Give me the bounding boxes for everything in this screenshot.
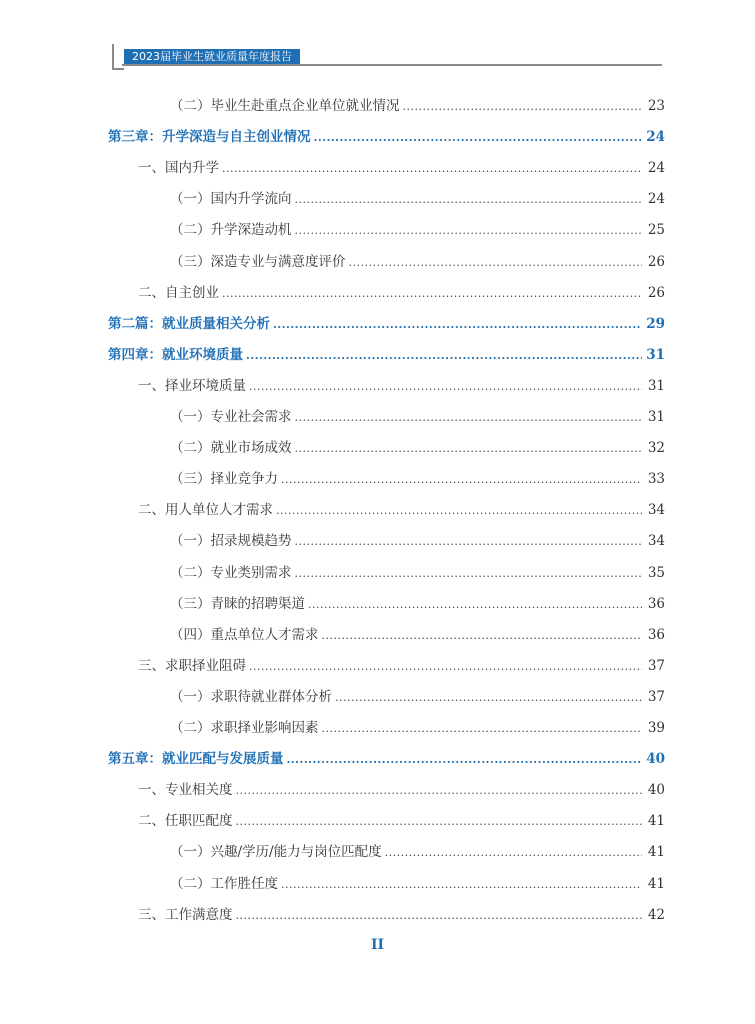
toc-dot-leader (249, 380, 642, 393)
toc-dot-leader (276, 504, 642, 517)
toc-dot-leader (236, 784, 643, 797)
toc-subsection-entry[interactable] (170, 405, 665, 425)
toc-entry-page: 37 (647, 688, 665, 705)
toc-dot-leader (295, 567, 643, 580)
toc-subsection-entry[interactable] (170, 218, 665, 238)
toc-entry-label: 第五章：就业匹配与发展质量 (108, 751, 284, 768)
toc-dot-leader (295, 193, 643, 206)
toc-dot-leader (308, 598, 642, 611)
header-bracket (112, 44, 124, 70)
toc-entry-label: 第四章：就业环境质量 (108, 346, 243, 363)
toc-dot-leader (236, 815, 643, 828)
toc-dot-leader (236, 909, 643, 922)
toc-dot-leader (281, 878, 642, 891)
toc-subsection-entry[interactable] (170, 840, 665, 860)
toc-entry-page: 36 (647, 595, 665, 612)
toc-dot-leader (222, 287, 642, 300)
toc-entry-label: 第三章：升学深造与自主创业情况 (108, 129, 311, 146)
toc-section-entry[interactable] (138, 654, 665, 674)
toc-entry-label: （三）深造专业与满意度评价 (170, 253, 346, 270)
toc-section-entry[interactable] (138, 809, 665, 829)
toc-entry-label: （四）重点单位人才需求 (170, 626, 319, 643)
toc-entry-label: （二）毕业生赴重点企业单位就业情况 (170, 98, 400, 114)
toc-entry-page: 37 (647, 657, 665, 674)
toc-entry-page: 41 (647, 875, 665, 892)
toc-dot-leader (295, 442, 643, 455)
toc-entry-label: 一、国内升学 (138, 160, 219, 177)
toc-entry-label: （二）工作胜任度 (170, 875, 278, 892)
toc-section-entry[interactable] (138, 281, 665, 301)
toc-subsection-entry[interactable] (170, 623, 665, 643)
toc-entry-page: 24 (646, 129, 665, 146)
toc-entry-page: 31 (647, 409, 665, 425)
toc-entry-label: 二、任职匹配度 (138, 813, 233, 830)
toc-entry-page: 33 (647, 471, 665, 488)
toc-entry-page: 34 (647, 502, 665, 519)
toc-entry-label: 一、专业相关度 (138, 782, 233, 799)
toc-dot-leader (349, 256, 643, 269)
toc-entry-page: 24 (647, 191, 665, 208)
toc-entry-label: 二、自主创业 (138, 284, 219, 301)
toc-dot-leader (322, 629, 643, 642)
toc-entry-label: 一、择业环境质量 (138, 377, 246, 394)
page-number: II (370, 937, 385, 953)
toc-entry-label: （一）国内升学流向 (170, 191, 292, 208)
toc-entry-page: 41 (647, 813, 665, 830)
toc-subsection-entry[interactable] (170, 872, 665, 892)
toc-section-entry[interactable] (138, 498, 665, 518)
toc-entry-page: 29 (646, 315, 665, 332)
toc-dot-leader (222, 162, 642, 175)
toc-entry-page: 31 (646, 346, 665, 363)
toc-entry-label: 三、求职择业阻碍 (138, 657, 246, 674)
toc-entry-label: （二）求职择业影响因素 (170, 720, 319, 736)
toc-entry-label: （一）兴趣/学历/能力与岗位匹配度 (170, 844, 382, 861)
toc-dot-leader (322, 722, 643, 735)
toc-entry-page: 41 (647, 844, 665, 861)
header-title: 2023届毕业生就业质量年度报告 (124, 49, 300, 64)
toc-subsection-entry[interactable] (170, 716, 665, 736)
toc-section-entry[interactable] (138, 778, 665, 798)
toc-entry-label: （二）就业市场成效 (170, 440, 292, 457)
toc-entry-label: （一）求职待就业群体分析 (170, 688, 332, 705)
toc-dot-leader (385, 846, 642, 859)
toc-dot-leader (249, 660, 642, 673)
toc-dot-leader (287, 753, 643, 766)
toc-entry-page: 25 (647, 222, 665, 239)
toc-entry-label: （三）青睐的招聘渠道 (170, 595, 305, 612)
toc-chapter-entry[interactable] (108, 747, 665, 767)
toc-section-entry[interactable] (138, 374, 665, 394)
toc-subsection-entry[interactable] (170, 467, 665, 487)
toc-entry-page: 36 (647, 626, 665, 643)
toc-subsection-entry[interactable] (170, 592, 665, 612)
toc-entry-page: 34 (647, 533, 665, 550)
toc-dot-leader (314, 131, 643, 144)
toc-dot-leader (295, 224, 643, 237)
toc-entry-page: 35 (647, 564, 665, 581)
header-rule (122, 64, 662, 66)
toc-entry-label: （三）择业竞争力 (170, 471, 278, 488)
toc-dot-leader (273, 318, 642, 331)
toc-entry-label: （二）专业类别需求 (170, 564, 292, 581)
toc-dot-leader (295, 411, 643, 424)
toc-subsection-entry[interactable] (170, 436, 665, 456)
toc-subsection-entry[interactable] (170, 250, 665, 270)
toc-entry-page: 26 (647, 284, 665, 301)
toc-chapter-entry[interactable] (108, 343, 665, 363)
toc-entry-page: 40 (646, 751, 665, 768)
toc-subsection-entry[interactable] (170, 187, 665, 207)
toc-entry-label: 第二篇：就业质量相关分析 (108, 315, 270, 332)
toc-dot-leader (403, 100, 643, 113)
toc-entry-page: 23 (647, 98, 665, 114)
toc-section-entry[interactable] (138, 156, 665, 176)
toc-entry-label: 二、用人单位人才需求 (138, 502, 273, 519)
toc-subsection-entry[interactable] (170, 561, 665, 581)
toc-entry-label: 三、工作满意度 (138, 906, 233, 923)
toc-entry-page: 40 (647, 782, 665, 799)
toc-chapter-entry[interactable] (108, 312, 665, 332)
toc-entry-page: 26 (647, 253, 665, 270)
toc-dot-leader (295, 535, 643, 548)
toc-entry-page: 24 (647, 160, 665, 177)
toc-entry-label: （二）升学深造动机 (170, 222, 292, 239)
toc-entry-page: 31 (647, 377, 665, 394)
toc-dot-leader (246, 349, 642, 362)
toc-subsection-entry[interactable] (170, 685, 665, 705)
toc-entry-label: （一）招录规模趋势 (170, 533, 292, 550)
toc-entry-page: 32 (647, 440, 665, 457)
toc-chapter-entry[interactable] (108, 125, 665, 145)
toc-subsection-entry[interactable] (170, 529, 665, 549)
toc-entry-page: 42 (647, 906, 665, 923)
toc-dot-leader (281, 473, 642, 486)
toc-entry-label: （一）专业社会需求 (170, 409, 292, 425)
toc-dot-leader (335, 691, 642, 704)
toc-section-entry[interactable] (138, 903, 665, 923)
toc-entry-page: 39 (647, 720, 665, 736)
toc-subsection-entry[interactable] (170, 94, 665, 114)
